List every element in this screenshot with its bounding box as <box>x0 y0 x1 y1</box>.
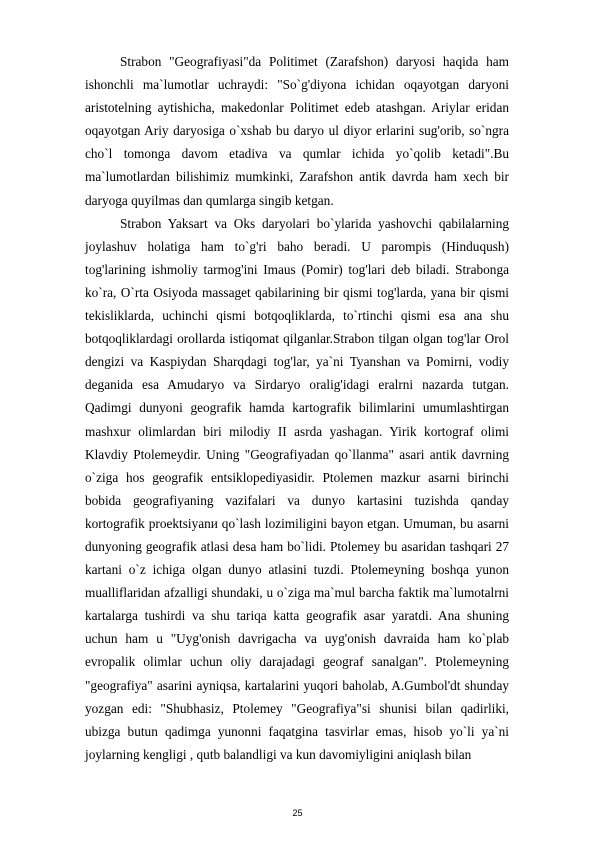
page-number: 25 <box>292 808 303 818</box>
paragraph-strabon-politimet: Strabon "Geografiyasi"da Politimet (Zarafshon) daryosi haqida ham ishonchli ma`lumotlar uchraydi: "So`g'diyona ichidan oqayotgan daryoni aristotelning aytishicha, makedonlar Politimet edeb atashgan. Ariylar eridan oqayotgan Ariy daryosiga o`xshab bu daryo ul diyor erlarini sug'orib, so`ngra cho`l tomonga davom etadiva va qumlar ichida yo`qolib ketadi".Bu ma`lumotlardan bilishimiz mumkinki, Zarafshon antik davrda ham xech bir daryoga quyilmas dan qumlarga singib ketgan. <box>85 54 509 208</box>
paragraph-strabon-ptolemey: Strabon Yaksart va Oks daryolari bo`ylarida yashovchi qabilalarning joylashuv holatiga ham to`g'ri baho beradi. U parompis (Hinduqush) tog'larining ishmoliy tarmog'ini Imaus (Pomir) tog'lari deb biladi. Strabonga ko`ra, O`rta Osiyoda massaget qabilarining bir qismi tog'larda, yana bir qismi tekisliklarda, uchinchi qismi botqoqliklarda, to`rtinchi qismi esa ana shu botqoqliklardagi orollarda istiqomat qilganlar.Strabon tilgan olgan tog'lar Orol dengizi va Kaspiydan Sharqdagi tog'lar, ya`ni Tyanshan va Pomirni, vodiy deganida esa Amudaryo va Sirdaryo oralig'idagi eralrni nazarda tutgan. Qadimgi dunyoni geografik hamda kartografik bilimlarini umumlashtirgan mashxur olimlardan biri milodiy II asrda yashagan. Yirik kortograf olimi Klavdiy Ptolemeydir. Uning "Geografiyadan qo`llanma" asari antik davrning o`ziga hos geografik entsiklopediyasidir. Ptolemen mazkur asarni birinchi bobida geografiyaning vazifalari va dunyo kartasini tuzishda qanday kortografik proektsiyanи qo`lash lozimiligini bayon etgan. Umuman, bu asarni dunyoning geografik atlasi desa ham bo`lidi. Ptolemey bu asaridan tashqari 27 kartani o`z ichiga olgan dunyo atlasini tuzdi. Ptolemeyning boshqa yunon mualliflaridan afzalligi shundaki, u o`ziga ma`mul barcha faktik ma`lumotalrni kartalarga tushirdi va shu tariqa katta geografik asar yaratdi. Ana shuning uchun ham u "Uyg'onish davrigacha va uyg'onish davraida ham ko`plab evropalik olimlar uchun oliy darajadagi geograf sanalgan". Ptolemeyning "geografiya" asarini ayniqsa, kartalarini yuqori baholab, A.Gumbol'dt shunday yozgan edi: "Shubhasiz, Ptolemey "Geografiya"si shunisi bilan qadirliki, ubizga butun qadimga yunonni faqatgina tasvirlar emas, hisob yo`li ya`ni joylarning kengligi , qutb balandligi va kun davomiyligini aniqlash bilan <box>85 215 509 762</box>
body-text <box>85 50 509 766</box>
